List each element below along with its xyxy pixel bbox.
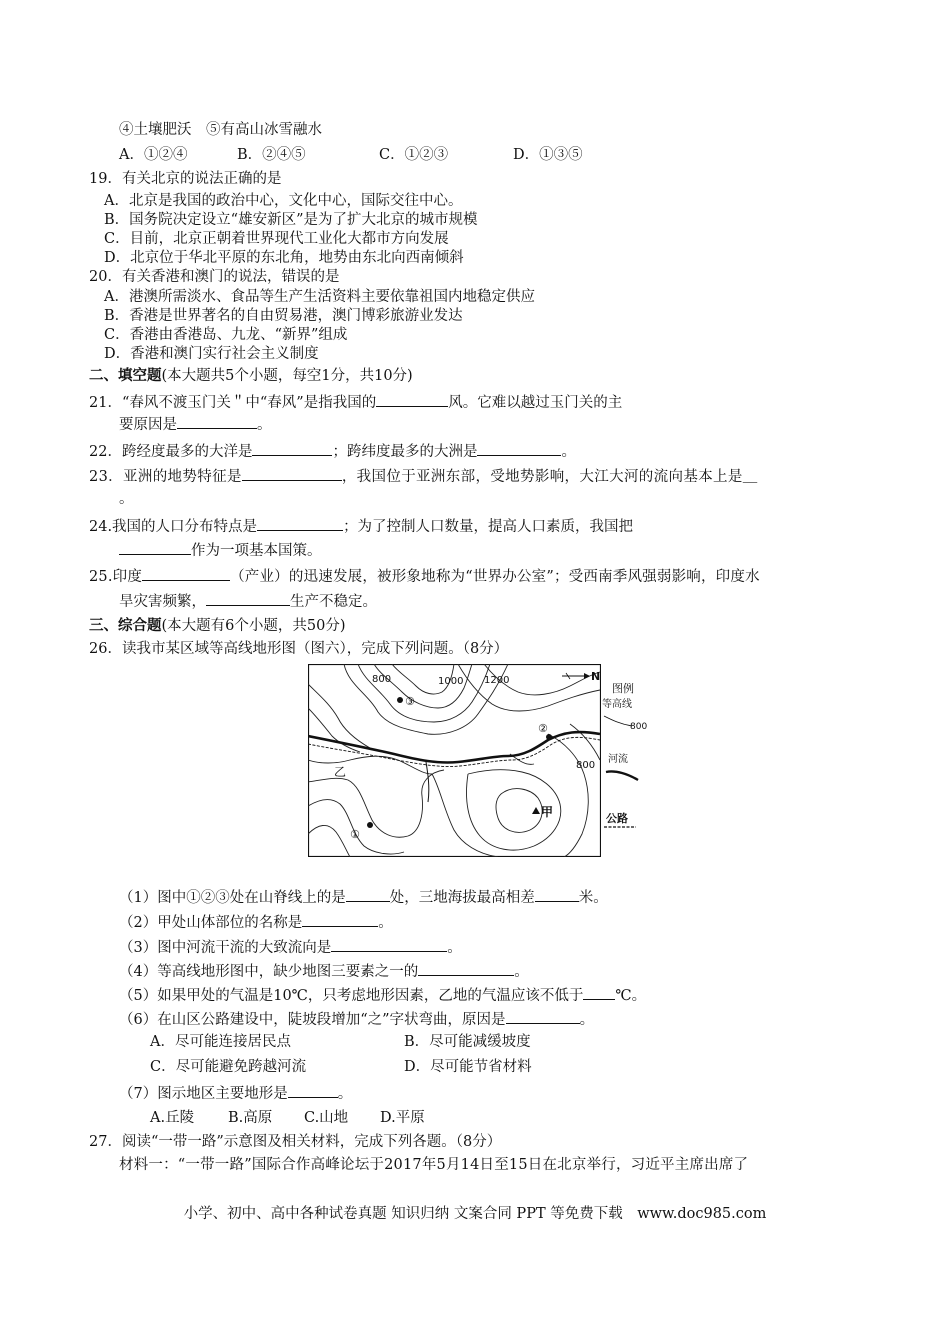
q26-s1-text-3: 米。: [578, 890, 608, 906]
point-3-dot: [397, 697, 403, 703]
q24-line-2: [119, 540, 322, 561]
q22-line: [89, 441, 576, 462]
q21-text-2: 风。它难以越过玉门关的主: [448, 395, 623, 411]
q21-blank-1[interactable]: [376, 392, 448, 407]
q26-s7-text-1: （7）图示地区主要地形是: [119, 1086, 288, 1102]
q19-option-d: D．北京位于华北平原的东北角，地势由东北向西南倾斜: [104, 250, 464, 266]
q26-sub-3: [119, 937, 462, 958]
q20-stem: 20．有关香港和澳门的说法，错误的是: [89, 269, 340, 285]
map-legend: [598, 680, 658, 832]
q19-option-a: A．北京是我国的政治中心，文化中心，国际交往中心。: [104, 193, 463, 209]
q22-text-2: ；跨纬度最多的大洲是: [332, 444, 478, 460]
q22-text-1: 22．跨经度最多的大洋是: [89, 444, 253, 460]
contour-label-1200: 1200: [484, 675, 510, 686]
section-2-note: (本大题共5个小题，每空1分，共10分): [161, 368, 413, 384]
q23-text-2: ，我国位于亚洲东部，受地势影响，大江大河的流向基本上是＿: [341, 469, 758, 485]
q26-s4-text-2: 。: [514, 964, 529, 980]
contour-map: [308, 664, 601, 857]
q26-s6-blank[interactable]: [506, 1009, 580, 1024]
q23-line-2: 。: [119, 491, 134, 507]
q26-s7-blank[interactable]: [288, 1083, 338, 1098]
q26-s6-options-row-1: [150, 1032, 531, 1052]
q26-s7-option-d: D.平原: [380, 1110, 425, 1126]
q26-s5-text-1: （5）如果甲处的气温是10℃，只考虑地形因素，乙地的气温应该不低于: [119, 988, 584, 1004]
contour-label-1000: 1000: [438, 676, 464, 687]
legend-river-label: 河流: [608, 754, 628, 765]
q26-sub-1: [119, 887, 608, 908]
q20-option-b: B．香港是世界著名的自由贸易港，澳门博彩旅游业发达: [104, 308, 463, 324]
q26-s1-text-1: （1）图中①②③处在山脊线上的是: [119, 890, 346, 906]
q27-stem: 27．阅读“一带一路”示意图及相关材料，完成下列各题。（8分）: [89, 1134, 502, 1150]
q27-material-1: 材料一：“一带一路”国际合作高峰论坛于2017年5月14日至15日在北京举行，习近平主席出席了: [119, 1157, 749, 1173]
q26-s1-text-2: 处，三地海拔最高相差: [389, 890, 535, 906]
q25-text-1: 25.印度: [89, 569, 143, 585]
peak-label: 甲: [541, 805, 554, 819]
contour-label-800-east: 800: [576, 760, 596, 771]
q20-option-c: C．香港由香港岛、九龙、“新界”组成: [104, 327, 348, 343]
q25-blank-2[interactable]: [206, 591, 290, 606]
q26-s5-text-2: ℃。: [615, 988, 647, 1004]
q19-stem: 19．有关北京的说法正确的是: [89, 171, 282, 187]
q24-text-3: 作为一项基本国策。: [191, 543, 322, 559]
section-3-title: 三、综合题: [89, 617, 162, 634]
q21-line-2: [119, 414, 272, 435]
q26-s2-text-1: （2）甲处山体部位的名称是: [119, 915, 303, 931]
q26-s6-option-c: C．尽可能避免跨越河流: [150, 1059, 307, 1075]
q26-s2-blank[interactable]: [302, 912, 378, 927]
q25-line-2: [119, 591, 377, 612]
q23-text-1: 23．亚洲的地势特征是: [89, 469, 242, 485]
q24-line-1: [89, 516, 633, 537]
q26-s7-option-b: B.高原: [228, 1110, 273, 1126]
q26-s6-text-1: （6）在山区公路建设中，陡坡段增加“之”字状弯曲，原因是: [119, 1012, 506, 1028]
q26-sub-6: [119, 1009, 594, 1030]
q22-blank-1[interactable]: [252, 441, 332, 456]
q21-blank-2[interactable]: [177, 414, 257, 429]
point-3-label: ③: [405, 695, 415, 708]
q21-line-1: [89, 392, 622, 413]
q25-blank-1[interactable]: [142, 566, 230, 581]
north-label: N: [591, 670, 601, 683]
q22-text-3: 。: [561, 444, 576, 460]
section-3-note: (本大题有6个小题，共50分): [161, 618, 346, 634]
q24-text-1: 24.我国的人口分布特点是: [89, 519, 258, 535]
q26-s6-text-2: 。: [579, 1012, 595, 1028]
q26-sub-2: [119, 912, 393, 933]
q18-line: ④土壤肥沃 ⑤有高山冰雪融水: [119, 122, 322, 138]
q26-s2-text-2: 。: [378, 915, 393, 931]
q26-s3-blank[interactable]: [331, 937, 447, 952]
q26-s6-option-a: A．尽可能连接居民点: [150, 1034, 291, 1050]
point-1-label: ①: [350, 828, 360, 841]
point-2-label: ②: [538, 722, 548, 735]
q18-option-c: C．①②③: [379, 147, 449, 163]
page-footer: 小学、初中、高中各种试卷真题 知识归纳 文案合同 PPT 等免费下载 www.doc985.com: [183, 1206, 767, 1222]
legend-contour-line: [604, 716, 632, 726]
q20-option-a: A．港澳所需淡水、食品等生产生活资料主要依靠祖国内地稳定供应: [104, 289, 535, 305]
q26-sub-7: [119, 1083, 352, 1104]
q26-s6-option-b: B．尽可能减缓坡度: [404, 1034, 531, 1050]
q18-option-a: A．①②④: [119, 147, 188, 163]
legend-river-line: [606, 771, 638, 780]
place-yi-label: 乙: [334, 765, 347, 779]
q23-line-1: [89, 466, 758, 487]
q25-text-2: （产业）的迅速发展，被形象地称为“世界办公室”；受西南季风强弱影响，印度水: [230, 569, 760, 585]
q25-text-4: 生产不稳定。: [290, 594, 377, 610]
q19-option-b: B．国务院决定设立“雄安新区”是为了扩大北京的城市规模: [104, 212, 478, 228]
q26-s7-text-2: 。: [337, 1086, 353, 1102]
section-2-title: 二、填空题: [89, 367, 162, 384]
legend-contour-value: 800: [630, 722, 648, 732]
q26-sub-4: [119, 961, 529, 982]
q26-s7-option-a: A.丘陵: [150, 1110, 195, 1126]
q26-s4-blank[interactable]: [418, 961, 514, 976]
legend-title: 图例: [612, 682, 634, 695]
q21-text-4: 。: [257, 417, 272, 433]
q26-s4-text-1: （4）等高线地形图中，缺少地图三要素之一的: [119, 964, 419, 980]
q26-s3-text-1: （3）图中河流干流的大致流向是: [119, 940, 332, 956]
q25-text-3: 旱灾害频繁，: [119, 594, 206, 610]
q26-sub-5: [119, 985, 646, 1006]
q26-stem: 26．读我市某区域等高线地形图（图六），完成下列问题。（8分）: [89, 641, 509, 657]
q25-line-1: [89, 566, 760, 587]
q18-option-d: D．①③⑤: [513, 147, 583, 163]
legend-contour-label: 等高线: [602, 699, 632, 710]
q24-text-2: ；为了控制人口数量，提高人口素质，我国把: [343, 519, 634, 535]
q18-options: [119, 145, 583, 165]
q21-text-3: 要原因是: [119, 417, 177, 433]
q24-blank-2[interactable]: [119, 540, 191, 555]
q19-option-c: C．目前，北京正朝着世界现代工业化大都市方向发展: [104, 231, 449, 247]
q26-s7-options: [150, 1108, 425, 1128]
q20-option-d: D．香港和澳门实行社会主义制度: [104, 346, 319, 362]
q23-blank-1[interactable]: [242, 466, 342, 481]
contour-label-800: 800: [372, 674, 392, 685]
q26-s7-option-c: C.山地: [304, 1110, 349, 1126]
q21-text-1: 21．“春风不渡玉门关＂中“春风”是指我国的: [89, 395, 377, 411]
point-1-dot: [367, 822, 373, 828]
q26-s6-option-d: D．尽可能节省材料: [404, 1059, 532, 1075]
q18-option-b: B．②④⑤: [237, 147, 306, 163]
q24-blank-1[interactable]: [257, 516, 343, 531]
q26-s6-options-row-2: [150, 1057, 532, 1077]
q26-s1-blank-2[interactable]: [535, 887, 579, 902]
section-2-heading: [89, 366, 413, 386]
section-3-heading: [89, 616, 346, 636]
legend-road-label: 公路: [606, 812, 628, 825]
q26-s1-blank-1[interactable]: [346, 887, 390, 902]
q26-s5-blank[interactable]: [583, 985, 615, 1000]
q22-blank-2[interactable]: [477, 441, 561, 456]
q26-s3-text-2: 。: [447, 940, 462, 956]
